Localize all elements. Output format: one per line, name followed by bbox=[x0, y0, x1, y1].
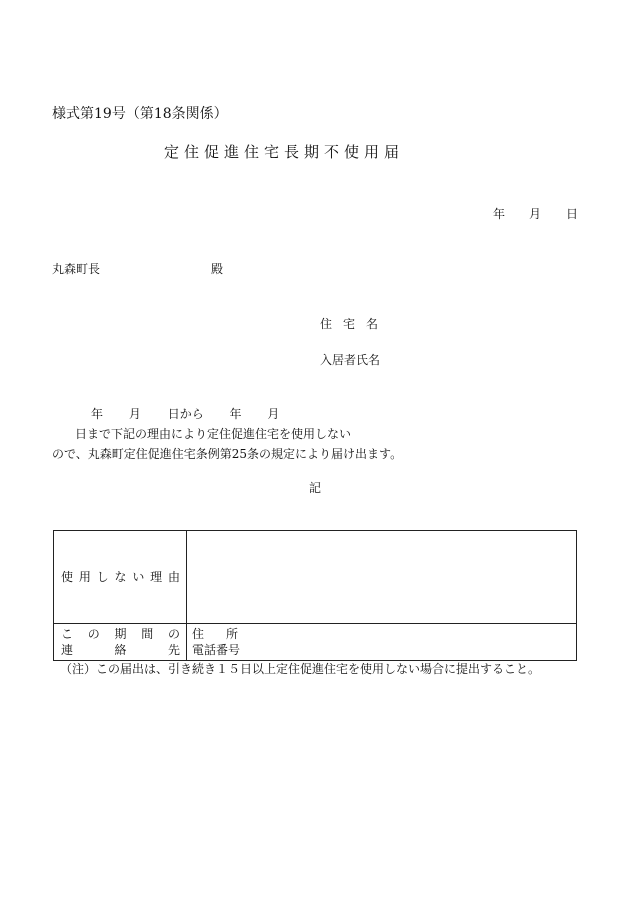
body-text bbox=[52, 404, 580, 464]
date-month: 月 bbox=[529, 207, 542, 221]
contact-label-line-1 bbox=[54, 626, 186, 642]
contact-char: 絡 bbox=[114, 643, 127, 657]
document-title: 定住促進住宅長期不使用届 bbox=[164, 143, 405, 161]
body-month-1: 月 bbox=[128, 407, 141, 421]
reason-char: な bbox=[114, 570, 127, 584]
body-day-until: 日まで下記の理由により定住促進住宅を使用しない bbox=[75, 427, 352, 441]
contact-row bbox=[54, 624, 577, 661]
address-label bbox=[187, 626, 576, 642]
ki-heading: 記 bbox=[309, 481, 322, 495]
contact-char: 先 bbox=[167, 643, 180, 657]
address-char: 住 bbox=[192, 627, 205, 641]
reason-value-cell[interactable] bbox=[187, 531, 577, 624]
reason-char: い bbox=[132, 570, 145, 584]
reason-char: 由 bbox=[167, 570, 180, 584]
body-year-1: 年 bbox=[91, 407, 104, 421]
recipient: 丸森町長 bbox=[52, 262, 101, 276]
contact-label-cell bbox=[54, 624, 187, 661]
body-month-2: 月 bbox=[267, 407, 280, 421]
contact-char: 連 bbox=[61, 643, 74, 657]
contact-label-line-2 bbox=[54, 642, 186, 658]
detail-table bbox=[53, 530, 577, 661]
note: （注）この届出は、引き続き１５日以上定住促進住宅を使用しない場合に提出すること。 bbox=[60, 662, 541, 676]
honorific: 殿 bbox=[211, 262, 224, 276]
contact-value-cell[interactable] bbox=[187, 624, 577, 661]
body-day-from: 日から bbox=[167, 407, 204, 421]
residence-name-label-text: 住宅名 bbox=[320, 317, 390, 331]
reason-label-cell bbox=[54, 531, 187, 624]
date-day: 日 bbox=[566, 207, 579, 221]
phone-label: 電話番号 bbox=[192, 643, 241, 657]
reason-char: 用 bbox=[78, 570, 91, 584]
address-char: 所 bbox=[226, 627, 239, 641]
contact-char: 期 bbox=[114, 627, 127, 641]
reason-char: し bbox=[96, 570, 109, 584]
residence-name-label bbox=[320, 315, 390, 332]
reason-row bbox=[54, 531, 577, 624]
contact-char: の bbox=[167, 627, 180, 641]
contact-char: こ bbox=[61, 627, 74, 641]
resident-name-label: 入居者氏名 bbox=[320, 353, 381, 367]
body-line-2: ので、丸森町定住促進住宅条例第25条の規定により届け出ます。 bbox=[52, 447, 403, 461]
date-year: 年 bbox=[493, 207, 506, 221]
form-number: 様式第19号（第18条関係） bbox=[52, 106, 228, 122]
reason-char: 理 bbox=[150, 570, 163, 584]
reason-char: 使 bbox=[61, 570, 74, 584]
body-year-2: 年 bbox=[229, 407, 242, 421]
body-line-1 bbox=[52, 404, 580, 444]
reason-label bbox=[54, 569, 186, 585]
contact-char: 間 bbox=[141, 627, 154, 641]
contact-char: の bbox=[87, 627, 100, 641]
